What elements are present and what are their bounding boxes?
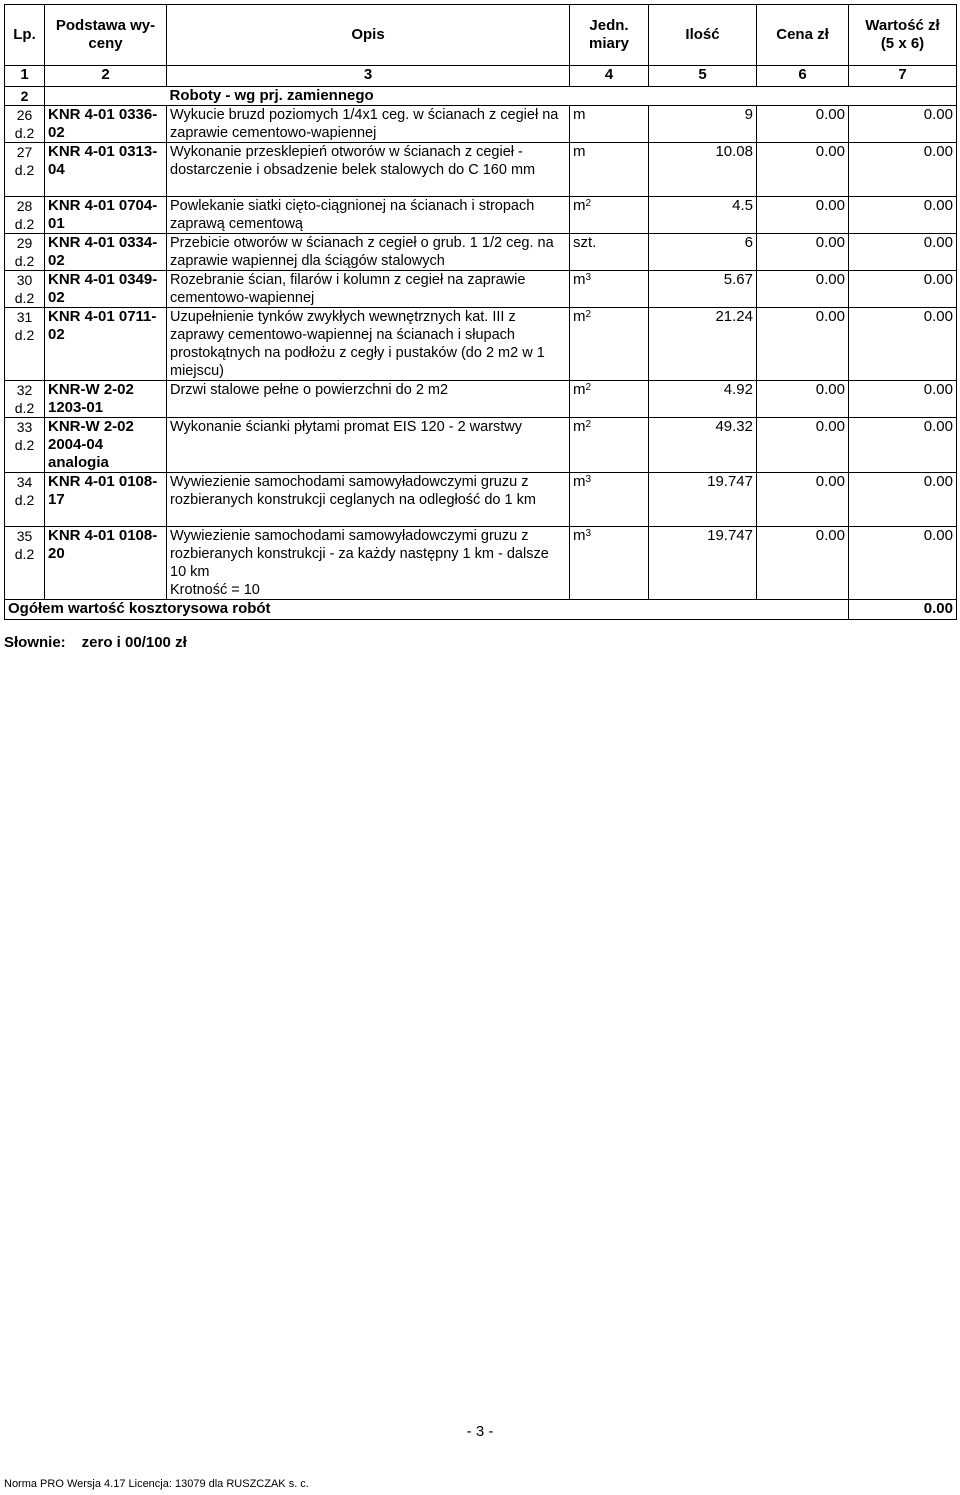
item-quantity: 19.747 [649,473,757,527]
item-unit [570,473,649,527]
colnum: 7 [849,66,957,87]
item-value: 0.00 [849,473,957,527]
item-lp [5,197,45,234]
header-wartosc-label: Wartość zł [865,17,940,34]
lp-number: 27 [16,144,33,160]
podstawa-line: 20 [48,545,65,562]
item-description-cell [167,381,570,418]
unit-text: m [573,106,586,123]
item-basis [45,381,167,418]
section-title: Roboty - wg prj. zamiennego [167,87,957,106]
table-row [5,308,957,381]
item-quantity: 19.747 [649,527,757,600]
podstawa-line: KNR 4-01 0336- [48,106,158,123]
item-quantity: 4.92 [649,381,757,418]
item-price: 0.00 [757,271,849,308]
item-price: 0.00 [757,234,849,271]
item-description-cell [167,143,570,197]
item-basis [45,473,167,527]
lp-number: 32 [16,382,33,398]
colnum: 6 [757,66,849,87]
unit-text: m [573,527,586,544]
item-unit [570,143,649,197]
item-price: 0.00 [757,308,849,381]
item-description: Przebicie otworów w ścianach z cegieł o grub. 1 1/2 ceg. na zaprawie wapiennej dla ściągów stalowych [170,235,554,269]
lp-number: 29 [16,235,33,251]
lp-number: 35 [16,528,33,544]
item-lp [5,381,45,418]
item-quantity: 10.08 [649,143,757,197]
item-description: Wykucie bruzd poziomych 1/4x1 ceg. w ścianach z cegieł na zaprawie cementowo-wapiennej [170,107,559,141]
item-lp [5,473,45,527]
header-opis: Opis [167,5,570,66]
total-row [5,600,957,620]
item-quantity: 49.32 [649,418,757,473]
colnum: 2 [45,66,167,87]
item-basis [45,234,167,271]
lp-suffix: d.2 [14,216,35,232]
lp-number: 34 [16,474,33,490]
section-number: 2 [5,87,45,106]
item-unit [570,234,649,271]
item-unit [570,527,649,600]
podstawa-line: 02 [48,124,65,141]
item-value: 0.00 [849,106,957,143]
item-basis [45,271,167,308]
item-description: Uzupełnienie tynków zwykłych wewnętrznych kat. III z zaprawy cementowo-wapiennej na ścianach i słupach prostokątnych na podłożu z cegły i pustaków (do 2 m2 w 1 miejscu) [170,309,545,379]
section-spacer [45,87,167,106]
amount-in-words [4,634,203,651]
cost-estimate-table [4,4,957,620]
unit-exponent: 2 [585,382,592,393]
section-row [5,87,957,106]
item-value: 0.00 [849,271,957,308]
colnum: 4 [570,66,649,87]
item-quantity: 5.67 [649,271,757,308]
podstawa-line: KNR 4-01 0108- [48,527,158,544]
item-description-cell [167,106,570,143]
podstawa-line: 17 [48,491,65,508]
unit-text: m [573,197,586,214]
slownie-label: Słownie: [4,634,66,651]
unit-text: m [573,271,586,288]
lp-suffix: d.2 [14,290,35,306]
table-row [5,527,957,600]
podstawa-line: KNR-W 2-02 [48,418,134,435]
unit-exponent: 3 [585,272,592,283]
item-price: 0.00 [757,473,849,527]
unit-exponent: 3 [585,474,592,485]
software-footer: Norma PRO Wersja 4.17 Licencja: 13079 dla RUSZCZAK s. c. [4,1478,309,1490]
podstawa-line: 04 [48,161,65,178]
item-description: Wywiezienie samochodami samowyładowczymi gruzu z rozbieranych konstrukcji - za każdy następny 1 km - dalsze 10 km [170,528,549,580]
item-description: Drzwi stalowe pełne o powierzchni do 2 m2 [170,382,449,398]
item-quantity: 4.5 [649,197,757,234]
lp-number: 26 [16,107,33,123]
podstawa-line: KNR 4-01 0334- [48,234,158,251]
total-label: Ogółem wartość kosztorysowa robót [5,600,849,620]
item-price: 0.00 [757,527,849,600]
item-lp [5,271,45,308]
item-price: 0.00 [757,197,849,234]
lp-number: 28 [16,198,33,214]
unit-text: m [573,418,586,435]
lp-suffix: d.2 [14,125,35,141]
podstawa-line: KNR 4-01 0108- [48,473,158,490]
item-description-cell [167,308,570,381]
total-value: 0.00 [849,600,957,620]
table-row [5,234,957,271]
item-lp [5,234,45,271]
header-wartosc-formula: (5 x 6) [880,35,925,52]
podstawa-line: KNR 4-01 0349- [48,271,158,288]
table-row [5,381,957,418]
lp-number: 31 [16,309,33,325]
unit-exponent: 3 [585,528,592,539]
column-numbers-row [5,66,957,87]
header-cena: Cena zł [757,5,849,66]
podstawa-line: 01 [48,215,65,232]
item-unit [570,381,649,418]
header-ilosc: Ilość [649,5,757,66]
item-basis [45,143,167,197]
table-row [5,143,957,197]
lp-suffix: d.2 [14,437,35,453]
podstawa-line: 02 [48,252,65,269]
header-wartosc [849,5,957,66]
podstawa-line: analogia [48,454,109,471]
item-value: 0.00 [849,418,957,473]
colnum: 3 [167,66,570,87]
item-unit [570,271,649,308]
item-price: 0.00 [757,418,849,473]
lp-number: 33 [16,419,33,435]
item-price: 0.00 [757,381,849,418]
item-description: Wykonanie przesklepień otworów w ścianach z cegieł - dostarczenie i obsadzenie belek stalowych do C 160 mm [170,144,536,178]
lp-suffix: d.2 [14,162,35,178]
item-description-cell [167,527,570,600]
lp-suffix: d.2 [14,327,35,343]
item-description: Powlekanie siatki cięto-ciągnionej na ścianach i stropach zaprawą cementową [170,198,535,232]
unit-text: m [573,381,586,398]
item-quantity: 21.24 [649,308,757,381]
table-row [5,271,957,308]
item-value: 0.00 [849,143,957,197]
podstawa-line: KNR 4-01 0704- [48,197,158,214]
item-description-cell [167,234,570,271]
item-value: 0.00 [849,308,957,381]
podstawa-line: 2004-04 [48,436,104,453]
table-row [5,418,957,473]
item-value: 0.00 [849,197,957,234]
podstawa-line: KNR 4-01 0711- [48,308,157,325]
item-description: Wywiezienie samochodami samowyładowczymi gruzu z rozbieranych konstrukcji ceglanych na odległość do 1 km [170,474,536,508]
item-description-cell [167,271,570,308]
podstawa-line: 1203-01 [48,399,104,416]
unit-text: m [573,308,586,325]
colnum: 5 [649,66,757,87]
item-unit [570,418,649,473]
item-description-cell [167,197,570,234]
page-number: - 3 - [466,1423,494,1440]
slownie-value: zero i 00/100 zł [81,634,187,651]
header-jm: Jedn. miary [570,5,649,66]
header-row [5,5,957,66]
item-price: 0.00 [757,106,849,143]
item-value: 0.00 [849,234,957,271]
item-description: Wykonanie ścianki płytami promat EIS 120 - 2 warstwy [170,419,523,435]
item-description: Rozebranie ścian, filarów i kolumn z cegieł na zaprawie cementowo-wapiennej [170,272,526,306]
item-basis [45,106,167,143]
table-row [5,106,957,143]
podstawa-line: KNR-W 2-02 [48,381,134,398]
lp-suffix: d.2 [14,253,35,269]
header-lp: Lp. [5,5,45,66]
item-multiplier: Krotność = 10 [170,582,260,598]
item-description-cell [167,418,570,473]
item-value: 0.00 [849,527,957,600]
lp-suffix: d.2 [14,400,35,416]
podstawa-line: 02 [48,326,65,343]
lp-suffix: d.2 [14,492,35,508]
item-basis [45,527,167,600]
item-basis [45,197,167,234]
unit-exponent: 2 [585,419,592,430]
lp-number: 30 [16,272,33,288]
table-row [5,473,957,527]
table-row [5,197,957,234]
item-basis [45,418,167,473]
item-value: 0.00 [849,381,957,418]
podstawa-line: KNR 4-01 0313- [48,143,158,160]
podstawa-line: 02 [48,289,65,306]
item-lp [5,418,45,473]
item-basis [45,308,167,381]
header-podstawa: Podstawa wy-ceny [45,5,167,66]
item-lp [5,308,45,381]
item-price: 0.00 [757,143,849,197]
item-quantity: 9 [649,106,757,143]
unit-text: m [573,473,586,490]
item-unit [570,308,649,381]
item-quantity: 6 [649,234,757,271]
unit-text: szt. [573,234,597,251]
unit-exponent: 2 [585,198,592,209]
unit-exponent: 2 [585,309,592,320]
item-lp [5,106,45,143]
item-lp [5,527,45,600]
item-unit [570,197,649,234]
lp-suffix: d.2 [14,546,35,562]
colnum: 1 [5,66,45,87]
item-lp [5,143,45,197]
unit-text: m [573,143,586,160]
item-unit [570,106,649,143]
item-description-cell [167,473,570,527]
